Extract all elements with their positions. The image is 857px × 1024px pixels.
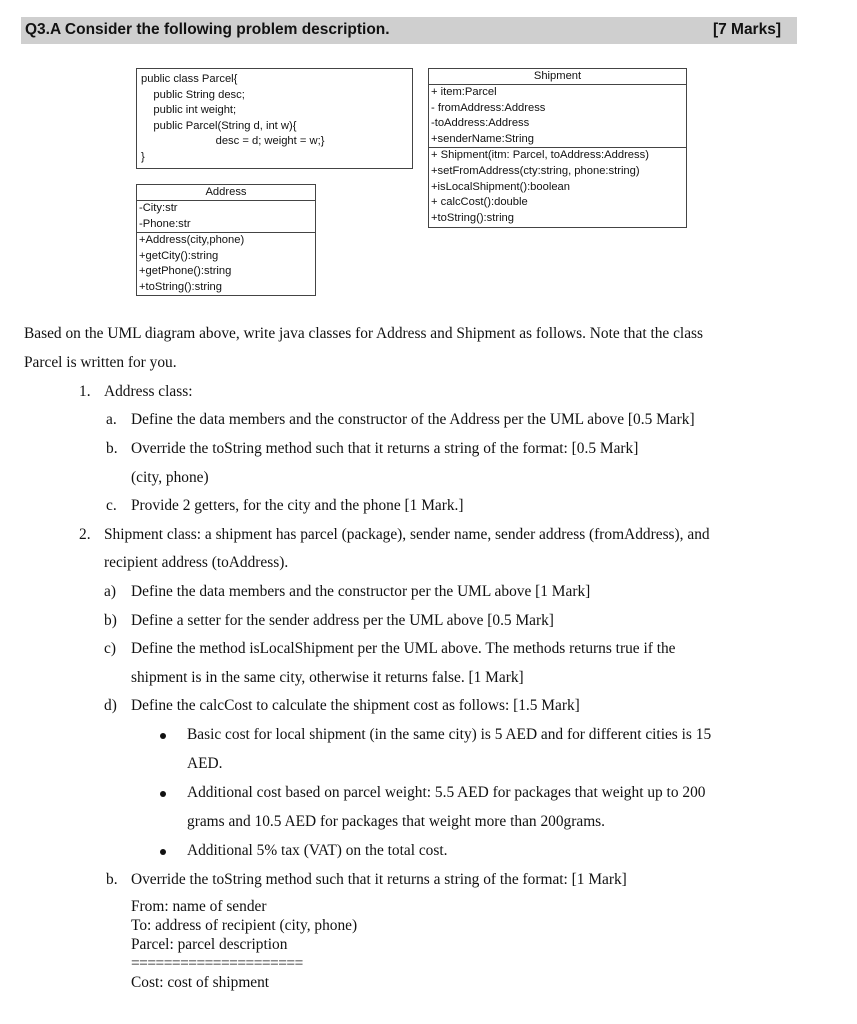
task-2-number: 2. (79, 526, 91, 543)
intro-line-1: Based on the UML diagram above, write java classes for Address and Shipment as follows. Note that the class (24, 325, 704, 342)
task-1c-text: Provide 2 getters, for the city and the phone [1 Mark.] (131, 497, 464, 514)
task-1c-marker: c. (106, 497, 117, 514)
parcel-code-line: desc = d; weight = w;} (141, 135, 325, 148)
task-2d-marker: d) (104, 697, 117, 714)
format-line: Cost: cost of shipment (131, 974, 270, 991)
address-method: +getPhone():string (139, 265, 232, 278)
address-method: +getCity():string (139, 249, 219, 262)
task-2-line-2: recipient address (toAddress). (104, 554, 289, 571)
task-2a-marker: a) (104, 583, 116, 600)
cost-bullet-2-line-1: Additional cost based on parcel weight: 5.5 AED for packages that weight up to 200 (187, 784, 706, 801)
shipment-methods (429, 147, 686, 226)
shipment-method: + calcCost():double (431, 196, 528, 209)
format-line: To: address of recipient (city, phone) (131, 917, 358, 934)
address-methods (137, 232, 315, 295)
shipment-method: + Shipment(itm: Parcel, toAddress:Address) (431, 149, 649, 162)
shipment-attribute: - fromAddress:Address (431, 101, 546, 114)
task-1a-marker: a. (106, 411, 117, 428)
parcel-code-line: public Parcel(String d, int w){ (141, 119, 297, 132)
shipment-attributes (429, 84, 686, 147)
task-2c-line-2: shipment is in the same city, otherwise it returns false. [1 Mark] (131, 669, 524, 686)
task-1b-text: Override the toString method such that it returns a string of the format: [0.5 Mark] (131, 440, 639, 457)
question-marks: [7 Marks] (712, 21, 781, 38)
task-2e-text: Override the toString method such that it returns a string of the format: [1 Mark] (131, 871, 627, 888)
shipment-method: +toString():string (431, 211, 515, 224)
task-2e-marker: b. (106, 871, 118, 888)
parcel-class-box (136, 68, 413, 169)
task-2c-line-1: Define the method isLocalShipment per the UML above. The methods returns true if the (131, 640, 676, 657)
task-2a-text: Define the data members and the constructor per the UML above [1 Mark] (131, 583, 591, 600)
cost-bullet-1-line-1: Basic cost for local shipment (in the same city) is 5 AED and for different cities is 15 (187, 726, 712, 743)
task-2b-text: Define a setter for the sender address per the UML above [0.5 Mark] (131, 612, 554, 629)
address-class-name: Address (205, 186, 247, 198)
task-1-text: Address class: (104, 383, 193, 400)
cost-bullet-3: Additional 5% tax (VAT) on the total cost. (187, 842, 448, 859)
cost-bullet-1-line-2: AED. (187, 755, 223, 772)
bullet-dot-icon (160, 733, 166, 739)
task-1a-text: Define the data members and the constructor of the Address per the UML above [0.5 Mark] (131, 411, 695, 428)
task-2-line-1: Shipment class: a shipment has parcel (package), sender name, sender address (fromAddress), and (104, 526, 710, 543)
parcel-code-line: public String desc; (141, 88, 245, 101)
parcel-code-line: public int weight; (141, 104, 237, 117)
address-method: +Address(city,phone) (139, 234, 245, 247)
shipment-uml-box (428, 68, 687, 228)
shipment-method: +isLocalShipment():boolean (431, 180, 570, 193)
bullet-dot-icon (160, 791, 166, 797)
parcel-code-line: } (141, 150, 145, 163)
shipment-attribute: +senderName:String (431, 132, 534, 145)
bullet-dot-icon (160, 849, 166, 855)
parcel-code-line: public class Parcel{ (141, 73, 238, 85)
task-1b-marker: b. (106, 440, 118, 457)
shipment-method: +setFromAddress(cty:string, phone:string) (431, 164, 640, 177)
address-method: +toString():string (139, 280, 223, 293)
address-attributes (137, 200, 315, 232)
task-2d-text: Define the calcCost to calculate the shipment cost as follows: [1.5 Mark] (131, 697, 580, 714)
format-line: Parcel: parcel description (131, 936, 288, 953)
address-attribute: -City:str (139, 202, 178, 214)
shipment-attribute: -toAddress:Address (431, 117, 530, 130)
task-1b-format: (city, phone) (131, 469, 209, 486)
format-separator: ===================== (131, 955, 303, 972)
shipment-attribute: + item:Parcel (431, 86, 497, 98)
question-header (21, 17, 797, 44)
intro-line-2: Parcel is written for you. (24, 354, 177, 371)
cost-bullet-2-line-2: grams and 10.5 AED for packages that weight more than 200grams. (187, 813, 606, 830)
task-2c-marker: c) (104, 640, 116, 657)
task-1-number: 1. (79, 383, 91, 400)
shipment-class-name: Shipment (533, 70, 582, 82)
task-2b-marker: b) (104, 612, 117, 629)
address-uml-box (136, 184, 316, 296)
question-title: Q3.A Consider the following problem description. (25, 21, 390, 38)
format-line: From: name of sender (131, 898, 267, 915)
address-attribute: -Phone:str (139, 217, 191, 230)
